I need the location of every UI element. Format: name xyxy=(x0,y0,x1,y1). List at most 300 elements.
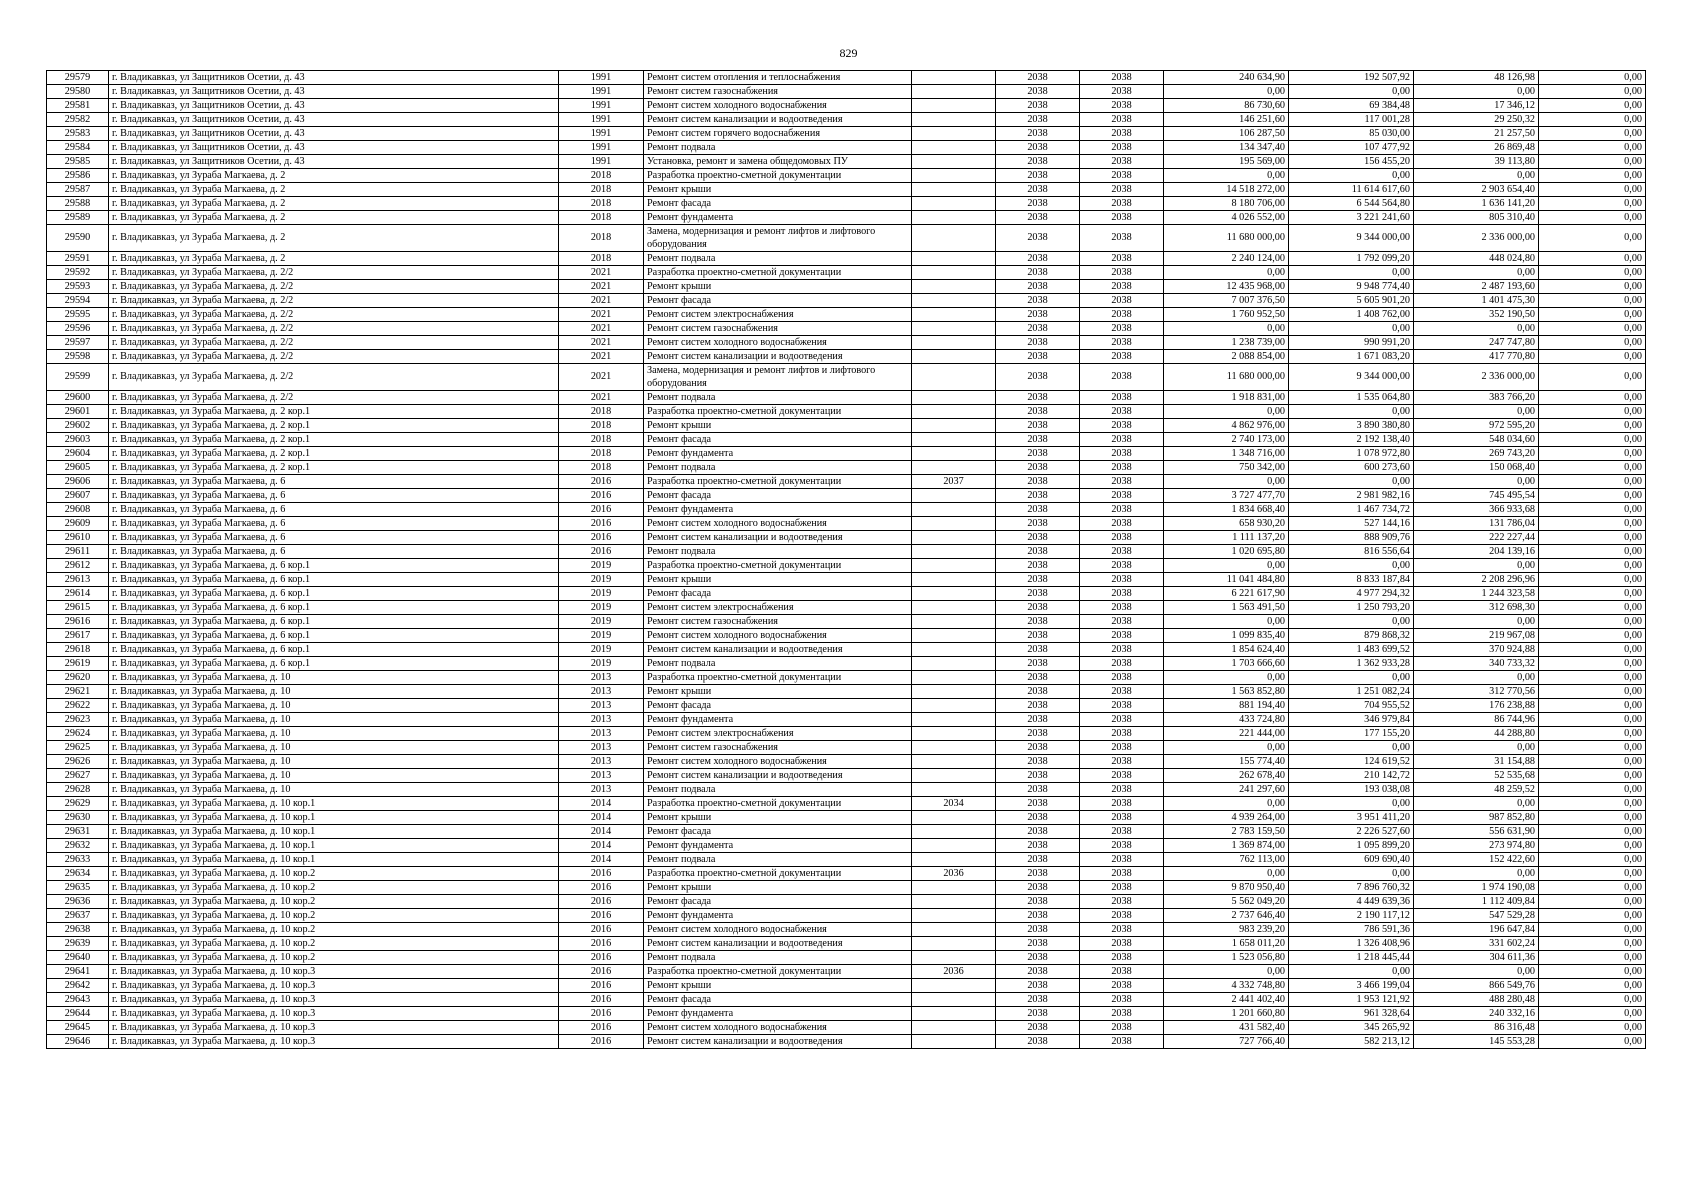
planned-year-cell xyxy=(912,629,996,643)
total-cost-cell: 7 007 376,50 xyxy=(1164,294,1289,308)
fund-amount-cell: 3 951 411,20 xyxy=(1289,811,1414,825)
other-amount-cell: 0,00 xyxy=(1539,559,1646,573)
table-row xyxy=(47,183,1646,197)
end-year-cell: 2038 xyxy=(1080,197,1164,211)
row-number-cell: 29598 xyxy=(47,350,109,364)
planned-year-cell xyxy=(912,923,996,937)
total-cost-cell: 4 939 264,00 xyxy=(1164,811,1289,825)
table-row xyxy=(47,475,1646,489)
address-cell: г. Владикавказ, ул Зураба Магкаева, д. 10 кор.3 xyxy=(109,993,559,1007)
other-amount-cell: 0,00 xyxy=(1539,252,1646,266)
address-cell: г. Владикавказ, ул Зураба Магкаева, д. 2 xyxy=(109,197,559,211)
commission-year-cell: 2016 xyxy=(559,503,644,517)
owners-amount-cell: 0,00 xyxy=(1414,615,1539,629)
planned-year-cell xyxy=(912,489,996,503)
total-cost-cell: 1 369 874,00 xyxy=(1164,839,1289,853)
end-year-cell: 2038 xyxy=(1080,601,1164,615)
fund-amount-cell: 816 556,64 xyxy=(1289,545,1414,559)
fund-amount-cell: 346 979,84 xyxy=(1289,713,1414,727)
total-cost-cell: 0,00 xyxy=(1164,741,1289,755)
commission-year-cell: 2021 xyxy=(559,308,644,322)
table-row xyxy=(47,1021,1646,1035)
other-amount-cell: 0,00 xyxy=(1539,350,1646,364)
start-year-cell: 2038 xyxy=(996,895,1080,909)
fund-amount-cell: 124 619,52 xyxy=(1289,755,1414,769)
commission-year-cell: 2019 xyxy=(559,657,644,671)
owners-amount-cell: 548 034,60 xyxy=(1414,433,1539,447)
table-row xyxy=(47,587,1646,601)
table-row xyxy=(47,489,1646,503)
owners-amount-cell: 0,00 xyxy=(1414,867,1539,881)
table-row xyxy=(47,99,1646,113)
start-year-cell: 2038 xyxy=(996,881,1080,895)
work-type-cell: Разработка проектно-сметной документации xyxy=(644,475,912,489)
work-type-cell: Замена, модернизация и ремонт лифтов и лифтового оборудования xyxy=(644,364,912,391)
end-year-cell: 2038 xyxy=(1080,461,1164,475)
work-type-cell: Разработка проектно-сметной документации xyxy=(644,671,912,685)
commission-year-cell: 2014 xyxy=(559,797,644,811)
commission-year-cell: 2013 xyxy=(559,685,644,699)
owners-amount-cell: 44 288,80 xyxy=(1414,727,1539,741)
start-year-cell: 2038 xyxy=(996,713,1080,727)
owners-amount-cell: 448 024,80 xyxy=(1414,252,1539,266)
commission-year-cell: 2018 xyxy=(559,419,644,433)
owners-amount-cell: 269 743,20 xyxy=(1414,447,1539,461)
end-year-cell: 2038 xyxy=(1080,783,1164,797)
total-cost-cell: 0,00 xyxy=(1164,405,1289,419)
row-number-cell: 29595 xyxy=(47,308,109,322)
commission-year-cell: 2018 xyxy=(559,211,644,225)
row-number-cell: 29625 xyxy=(47,741,109,755)
planned-year-cell xyxy=(912,657,996,671)
commission-year-cell: 2018 xyxy=(559,447,644,461)
work-type-cell: Ремонт фундамента xyxy=(644,713,912,727)
end-year-cell: 2038 xyxy=(1080,895,1164,909)
planned-year-cell xyxy=(912,643,996,657)
end-year-cell: 2038 xyxy=(1080,629,1164,643)
fund-amount-cell: 0,00 xyxy=(1289,405,1414,419)
commission-year-cell: 2013 xyxy=(559,727,644,741)
fund-amount-cell: 879 868,32 xyxy=(1289,629,1414,643)
address-cell: г. Владикавказ, ул Зураба Магкаева, д. 2/2 xyxy=(109,336,559,350)
other-amount-cell: 0,00 xyxy=(1539,475,1646,489)
other-amount-cell: 0,00 xyxy=(1539,643,1646,657)
fund-amount-cell: 0,00 xyxy=(1289,671,1414,685)
other-amount-cell: 0,00 xyxy=(1539,113,1646,127)
row-number-cell: 29629 xyxy=(47,797,109,811)
other-amount-cell: 0,00 xyxy=(1539,127,1646,141)
commission-year-cell: 2018 xyxy=(559,225,644,252)
row-number-cell: 29626 xyxy=(47,755,109,769)
work-type-cell: Ремонт систем холодного водоснабжения xyxy=(644,336,912,350)
fund-amount-cell: 2 190 117,12 xyxy=(1289,909,1414,923)
table-row xyxy=(47,419,1646,433)
commission-year-cell: 2018 xyxy=(559,461,644,475)
planned-year-cell xyxy=(912,503,996,517)
total-cost-cell: 4 332 748,80 xyxy=(1164,979,1289,993)
planned-year-cell xyxy=(912,769,996,783)
end-year-cell: 2038 xyxy=(1080,364,1164,391)
work-type-cell: Разработка проектно-сметной документации xyxy=(644,405,912,419)
commission-year-cell: 2016 xyxy=(559,909,644,923)
other-amount-cell: 0,00 xyxy=(1539,461,1646,475)
other-amount-cell: 0,00 xyxy=(1539,923,1646,937)
row-number-cell: 29628 xyxy=(47,783,109,797)
commission-year-cell: 2019 xyxy=(559,559,644,573)
commission-year-cell: 2018 xyxy=(559,433,644,447)
table-row xyxy=(47,895,1646,909)
start-year-cell: 2038 xyxy=(996,266,1080,280)
address-cell: г. Владикавказ, ул Зураба Магкаева, д. 6 xyxy=(109,517,559,531)
other-amount-cell: 0,00 xyxy=(1539,531,1646,545)
start-year-cell: 2038 xyxy=(996,601,1080,615)
table-row xyxy=(47,993,1646,1007)
end-year-cell: 2038 xyxy=(1080,113,1164,127)
work-type-cell: Ремонт крыши xyxy=(644,979,912,993)
other-amount-cell: 0,00 xyxy=(1539,545,1646,559)
planned-year-cell xyxy=(912,197,996,211)
planned-year-cell xyxy=(912,433,996,447)
row-number-cell: 29604 xyxy=(47,447,109,461)
table-row xyxy=(47,909,1646,923)
owners-amount-cell: 331 602,24 xyxy=(1414,937,1539,951)
end-year-cell: 2038 xyxy=(1080,979,1164,993)
page-number: 829 xyxy=(839,46,858,60)
row-number-cell: 29605 xyxy=(47,461,109,475)
row-number-cell: 29580 xyxy=(47,85,109,99)
work-type-cell: Ремонт фундамента xyxy=(644,909,912,923)
fund-amount-cell: 0,00 xyxy=(1289,797,1414,811)
row-number-cell: 29587 xyxy=(47,183,109,197)
work-type-cell: Ремонт систем канализации и водоотведения xyxy=(644,643,912,657)
table-row xyxy=(47,1035,1646,1049)
table-row xyxy=(47,127,1646,141)
table-row xyxy=(47,629,1646,643)
end-year-cell: 2038 xyxy=(1080,867,1164,881)
address-cell: г. Владикавказ, ул Зураба Магкаева, д. 10 кор.2 xyxy=(109,923,559,937)
end-year-cell: 2038 xyxy=(1080,615,1164,629)
work-type-cell: Установка, ремонт и замена общедомовых ПУ xyxy=(644,155,912,169)
planned-year-cell xyxy=(912,671,996,685)
start-year-cell: 2038 xyxy=(996,1007,1080,1021)
other-amount-cell: 0,00 xyxy=(1539,587,1646,601)
commission-year-cell: 1991 xyxy=(559,99,644,113)
other-amount-cell: 0,00 xyxy=(1539,867,1646,881)
address-cell: г. Владикавказ, ул Защитников Осетии, д. 43 xyxy=(109,141,559,155)
commission-year-cell: 2019 xyxy=(559,615,644,629)
address-cell: г. Владикавказ, ул Зураба Магкаева, д. 10 xyxy=(109,685,559,699)
address-cell: г. Владикавказ, ул Защитников Осетии, д. 43 xyxy=(109,155,559,169)
fund-amount-cell: 704 955,52 xyxy=(1289,699,1414,713)
end-year-cell: 2038 xyxy=(1080,405,1164,419)
table-row xyxy=(47,741,1646,755)
row-number-cell: 29636 xyxy=(47,895,109,909)
table-row xyxy=(47,141,1646,155)
owners-amount-cell: 987 852,80 xyxy=(1414,811,1539,825)
table-row xyxy=(47,937,1646,951)
planned-year-cell: 2034 xyxy=(912,797,996,811)
other-amount-cell: 0,00 xyxy=(1539,183,1646,197)
fund-amount-cell: 1 326 408,96 xyxy=(1289,937,1414,951)
start-year-cell: 2038 xyxy=(996,839,1080,853)
owners-amount-cell: 805 310,40 xyxy=(1414,211,1539,225)
owners-amount-cell: 1 244 323,58 xyxy=(1414,587,1539,601)
fund-amount-cell: 0,00 xyxy=(1289,322,1414,336)
fund-amount-cell: 4 977 294,32 xyxy=(1289,587,1414,601)
commission-year-cell: 2021 xyxy=(559,294,644,308)
start-year-cell: 2038 xyxy=(996,71,1080,85)
end-year-cell: 2038 xyxy=(1080,322,1164,336)
address-cell: г. Владикавказ, ул Зураба Магкаева, д. 2 xyxy=(109,211,559,225)
start-year-cell: 2038 xyxy=(996,531,1080,545)
fund-amount-cell: 0,00 xyxy=(1289,475,1414,489)
start-year-cell: 2038 xyxy=(996,979,1080,993)
table-row xyxy=(47,391,1646,405)
fund-amount-cell: 527 144,16 xyxy=(1289,517,1414,531)
fund-amount-cell: 0,00 xyxy=(1289,615,1414,629)
table-row xyxy=(47,811,1646,825)
table-row xyxy=(47,713,1646,727)
commission-year-cell: 2021 xyxy=(559,336,644,350)
planned-year-cell xyxy=(912,993,996,1007)
end-year-cell: 2038 xyxy=(1080,266,1164,280)
address-cell: г. Владикавказ, ул Зураба Магкаева, д. 2 xyxy=(109,183,559,197)
commission-year-cell: 2021 xyxy=(559,391,644,405)
work-type-cell: Ремонт фасада xyxy=(644,895,912,909)
start-year-cell: 2038 xyxy=(996,811,1080,825)
total-cost-cell: 1 918 831,00 xyxy=(1164,391,1289,405)
table-row xyxy=(47,825,1646,839)
fund-amount-cell: 156 455,20 xyxy=(1289,155,1414,169)
other-amount-cell: 0,00 xyxy=(1539,391,1646,405)
total-cost-cell: 1 099 835,40 xyxy=(1164,629,1289,643)
total-cost-cell: 2 783 159,50 xyxy=(1164,825,1289,839)
other-amount-cell: 0,00 xyxy=(1539,71,1646,85)
planned-year-cell xyxy=(912,336,996,350)
address-cell: г. Владикавказ, ул Зураба Магкаева, д. 10 кор.2 xyxy=(109,867,559,881)
total-cost-cell: 0,00 xyxy=(1164,615,1289,629)
row-number-cell: 29616 xyxy=(47,615,109,629)
planned-year-cell xyxy=(912,294,996,308)
address-cell: г. Владикавказ, ул Зураба Магкаева, д. 10 xyxy=(109,741,559,755)
total-cost-cell: 1 854 624,40 xyxy=(1164,643,1289,657)
start-year-cell: 2038 xyxy=(996,993,1080,1007)
other-amount-cell: 0,00 xyxy=(1539,853,1646,867)
start-year-cell: 2038 xyxy=(996,127,1080,141)
row-number-cell: 29593 xyxy=(47,280,109,294)
commission-year-cell: 1991 xyxy=(559,141,644,155)
total-cost-cell: 1 563 852,80 xyxy=(1164,685,1289,699)
fund-amount-cell: 85 030,00 xyxy=(1289,127,1414,141)
work-type-cell: Ремонт систем горячего водоснабжения xyxy=(644,127,912,141)
work-type-cell: Ремонт систем холодного водоснабжения xyxy=(644,629,912,643)
owners-amount-cell: 352 190,50 xyxy=(1414,308,1539,322)
start-year-cell: 2038 xyxy=(996,783,1080,797)
commission-year-cell: 2013 xyxy=(559,755,644,769)
owners-amount-cell: 196 647,84 xyxy=(1414,923,1539,937)
table-row xyxy=(47,155,1646,169)
fund-amount-cell: 11 614 617,60 xyxy=(1289,183,1414,197)
work-type-cell: Ремонт фундамента xyxy=(644,503,912,517)
start-year-cell: 2038 xyxy=(996,517,1080,531)
table-row xyxy=(47,951,1646,965)
address-cell: г. Владикавказ, ул Защитников Осетии, д. 43 xyxy=(109,85,559,99)
address-cell: г. Владикавказ, ул Зураба Магкаева, д. 6 xyxy=(109,475,559,489)
commission-year-cell: 2016 xyxy=(559,545,644,559)
address-cell: г. Владикавказ, ул Зураба Магкаева, д. 10 xyxy=(109,699,559,713)
commission-year-cell: 2016 xyxy=(559,937,644,951)
fund-amount-cell: 8 833 187,84 xyxy=(1289,573,1414,587)
planned-year-cell xyxy=(912,979,996,993)
table-row xyxy=(47,783,1646,797)
fund-amount-cell: 1 095 899,20 xyxy=(1289,839,1414,853)
row-number-cell: 29585 xyxy=(47,155,109,169)
owners-amount-cell: 17 346,12 xyxy=(1414,99,1539,113)
other-amount-cell: 0,00 xyxy=(1539,881,1646,895)
other-amount-cell: 0,00 xyxy=(1539,1035,1646,1049)
other-amount-cell: 0,00 xyxy=(1539,99,1646,113)
planned-year-cell xyxy=(912,531,996,545)
fund-amount-cell: 4 449 639,36 xyxy=(1289,895,1414,909)
end-year-cell: 2038 xyxy=(1080,923,1164,937)
work-type-cell: Ремонт систем электроснабжения xyxy=(644,727,912,741)
owners-amount-cell: 312 698,30 xyxy=(1414,601,1539,615)
fund-amount-cell: 7 896 760,32 xyxy=(1289,881,1414,895)
address-cell: г. Владикавказ, ул Зураба Магкаева, д. 10 кор.2 xyxy=(109,881,559,895)
start-year-cell: 2038 xyxy=(996,769,1080,783)
address-cell: г. Владикавказ, ул Зураба Магкаева, д. 2/2 xyxy=(109,391,559,405)
table-row xyxy=(47,294,1646,308)
fund-amount-cell: 6 544 564,80 xyxy=(1289,197,1414,211)
capital-repair-table xyxy=(46,70,1646,1049)
start-year-cell: 2038 xyxy=(996,965,1080,979)
total-cost-cell: 2 240 124,00 xyxy=(1164,252,1289,266)
end-year-cell: 2038 xyxy=(1080,643,1164,657)
commission-year-cell: 2016 xyxy=(559,965,644,979)
fund-amount-cell: 582 213,12 xyxy=(1289,1035,1414,1049)
start-year-cell: 2038 xyxy=(996,867,1080,881)
row-number-cell: 29608 xyxy=(47,503,109,517)
total-cost-cell: 11 680 000,00 xyxy=(1164,364,1289,391)
other-amount-cell: 0,00 xyxy=(1539,447,1646,461)
owners-amount-cell: 488 280,48 xyxy=(1414,993,1539,1007)
address-cell: г. Владикавказ, ул Зураба Магкаева, д. 10 кор.1 xyxy=(109,811,559,825)
address-cell: г. Владикавказ, ул Зураба Магкаева, д. 10 кор.3 xyxy=(109,1021,559,1035)
start-year-cell: 2038 xyxy=(996,475,1080,489)
fund-amount-cell: 345 265,92 xyxy=(1289,1021,1414,1035)
total-cost-cell: 0,00 xyxy=(1164,559,1289,573)
table-row xyxy=(47,252,1646,266)
address-cell: г. Владикавказ, ул Зураба Магкаева, д. 6 кор.1 xyxy=(109,559,559,573)
planned-year-cell xyxy=(912,573,996,587)
total-cost-cell: 0,00 xyxy=(1164,266,1289,280)
address-cell: г. Владикавказ, ул Зураба Магкаева, д. 2 кор.1 xyxy=(109,461,559,475)
table-row xyxy=(47,405,1646,419)
end-year-cell: 2038 xyxy=(1080,657,1164,671)
end-year-cell: 2038 xyxy=(1080,1021,1164,1035)
start-year-cell: 2038 xyxy=(996,937,1080,951)
work-type-cell: Ремонт крыши xyxy=(644,881,912,895)
commission-year-cell: 2016 xyxy=(559,923,644,937)
total-cost-cell: 4 026 552,00 xyxy=(1164,211,1289,225)
owners-amount-cell: 86 316,48 xyxy=(1414,1021,1539,1035)
address-cell: г. Владикавказ, ул Зураба Магкаева, д. 10 xyxy=(109,727,559,741)
planned-year-cell xyxy=(912,350,996,364)
start-year-cell: 2038 xyxy=(996,211,1080,225)
address-cell: г. Владикавказ, ул Зураба Магкаева, д. 10 кор.3 xyxy=(109,1007,559,1021)
total-cost-cell: 658 930,20 xyxy=(1164,517,1289,531)
commission-year-cell: 2013 xyxy=(559,783,644,797)
start-year-cell: 2038 xyxy=(996,169,1080,183)
owners-amount-cell: 0,00 xyxy=(1414,797,1539,811)
work-type-cell: Ремонт подвала xyxy=(644,783,912,797)
row-number-cell: 29620 xyxy=(47,671,109,685)
owners-amount-cell: 145 553,28 xyxy=(1414,1035,1539,1049)
other-amount-cell: 0,00 xyxy=(1539,699,1646,713)
work-type-cell: Ремонт подвала xyxy=(644,657,912,671)
owners-amount-cell: 0,00 xyxy=(1414,266,1539,280)
end-year-cell: 2038 xyxy=(1080,909,1164,923)
owners-amount-cell: 0,00 xyxy=(1414,965,1539,979)
table-row xyxy=(47,797,1646,811)
total-cost-cell: 0,00 xyxy=(1164,85,1289,99)
other-amount-cell: 0,00 xyxy=(1539,825,1646,839)
end-year-cell: 2038 xyxy=(1080,1007,1164,1021)
table-row xyxy=(47,503,1646,517)
address-cell: г. Владикавказ, ул Зураба Магкаева, д. 6 xyxy=(109,545,559,559)
work-type-cell: Ремонт систем электроснабжения xyxy=(644,308,912,322)
planned-year-cell xyxy=(912,517,996,531)
address-cell: г. Владикавказ, ул Зураба Магкаева, д. 6 кор.1 xyxy=(109,573,559,587)
total-cost-cell: 86 730,60 xyxy=(1164,99,1289,113)
planned-year-cell xyxy=(912,71,996,85)
row-number-cell: 29596 xyxy=(47,322,109,336)
commission-year-cell: 2014 xyxy=(559,853,644,867)
work-type-cell: Ремонт систем газоснабжения xyxy=(644,741,912,755)
total-cost-cell: 431 582,40 xyxy=(1164,1021,1289,1035)
end-year-cell: 2038 xyxy=(1080,769,1164,783)
fund-amount-cell: 1 792 099,20 xyxy=(1289,252,1414,266)
total-cost-cell: 2 088 854,00 xyxy=(1164,350,1289,364)
fund-amount-cell: 3 890 380,80 xyxy=(1289,419,1414,433)
start-year-cell: 2038 xyxy=(996,629,1080,643)
end-year-cell: 2038 xyxy=(1080,183,1164,197)
total-cost-cell: 0,00 xyxy=(1164,965,1289,979)
end-year-cell: 2038 xyxy=(1080,881,1164,895)
fund-amount-cell: 9 344 000,00 xyxy=(1289,225,1414,252)
total-cost-cell: 2 441 402,40 xyxy=(1164,993,1289,1007)
end-year-cell: 2038 xyxy=(1080,294,1164,308)
total-cost-cell: 1 760 952,50 xyxy=(1164,308,1289,322)
start-year-cell: 2038 xyxy=(996,433,1080,447)
fund-amount-cell: 3 221 241,60 xyxy=(1289,211,1414,225)
fund-amount-cell: 2 226 527,60 xyxy=(1289,825,1414,839)
start-year-cell: 2038 xyxy=(996,797,1080,811)
total-cost-cell: 2 737 646,40 xyxy=(1164,909,1289,923)
work-type-cell: Ремонт систем холодного водоснабжения xyxy=(644,755,912,769)
other-amount-cell: 0,00 xyxy=(1539,671,1646,685)
end-year-cell: 2038 xyxy=(1080,797,1164,811)
table-row xyxy=(47,280,1646,294)
fund-amount-cell: 2 192 138,40 xyxy=(1289,433,1414,447)
start-year-cell: 2038 xyxy=(996,1035,1080,1049)
row-number-cell: 29614 xyxy=(47,587,109,601)
address-cell: г. Владикавказ, ул Зураба Магкаева, д. 10 кор.3 xyxy=(109,1035,559,1049)
fund-amount-cell: 1 251 082,24 xyxy=(1289,685,1414,699)
end-year-cell: 2038 xyxy=(1080,965,1164,979)
owners-amount-cell: 0,00 xyxy=(1414,475,1539,489)
end-year-cell: 2038 xyxy=(1080,308,1164,322)
